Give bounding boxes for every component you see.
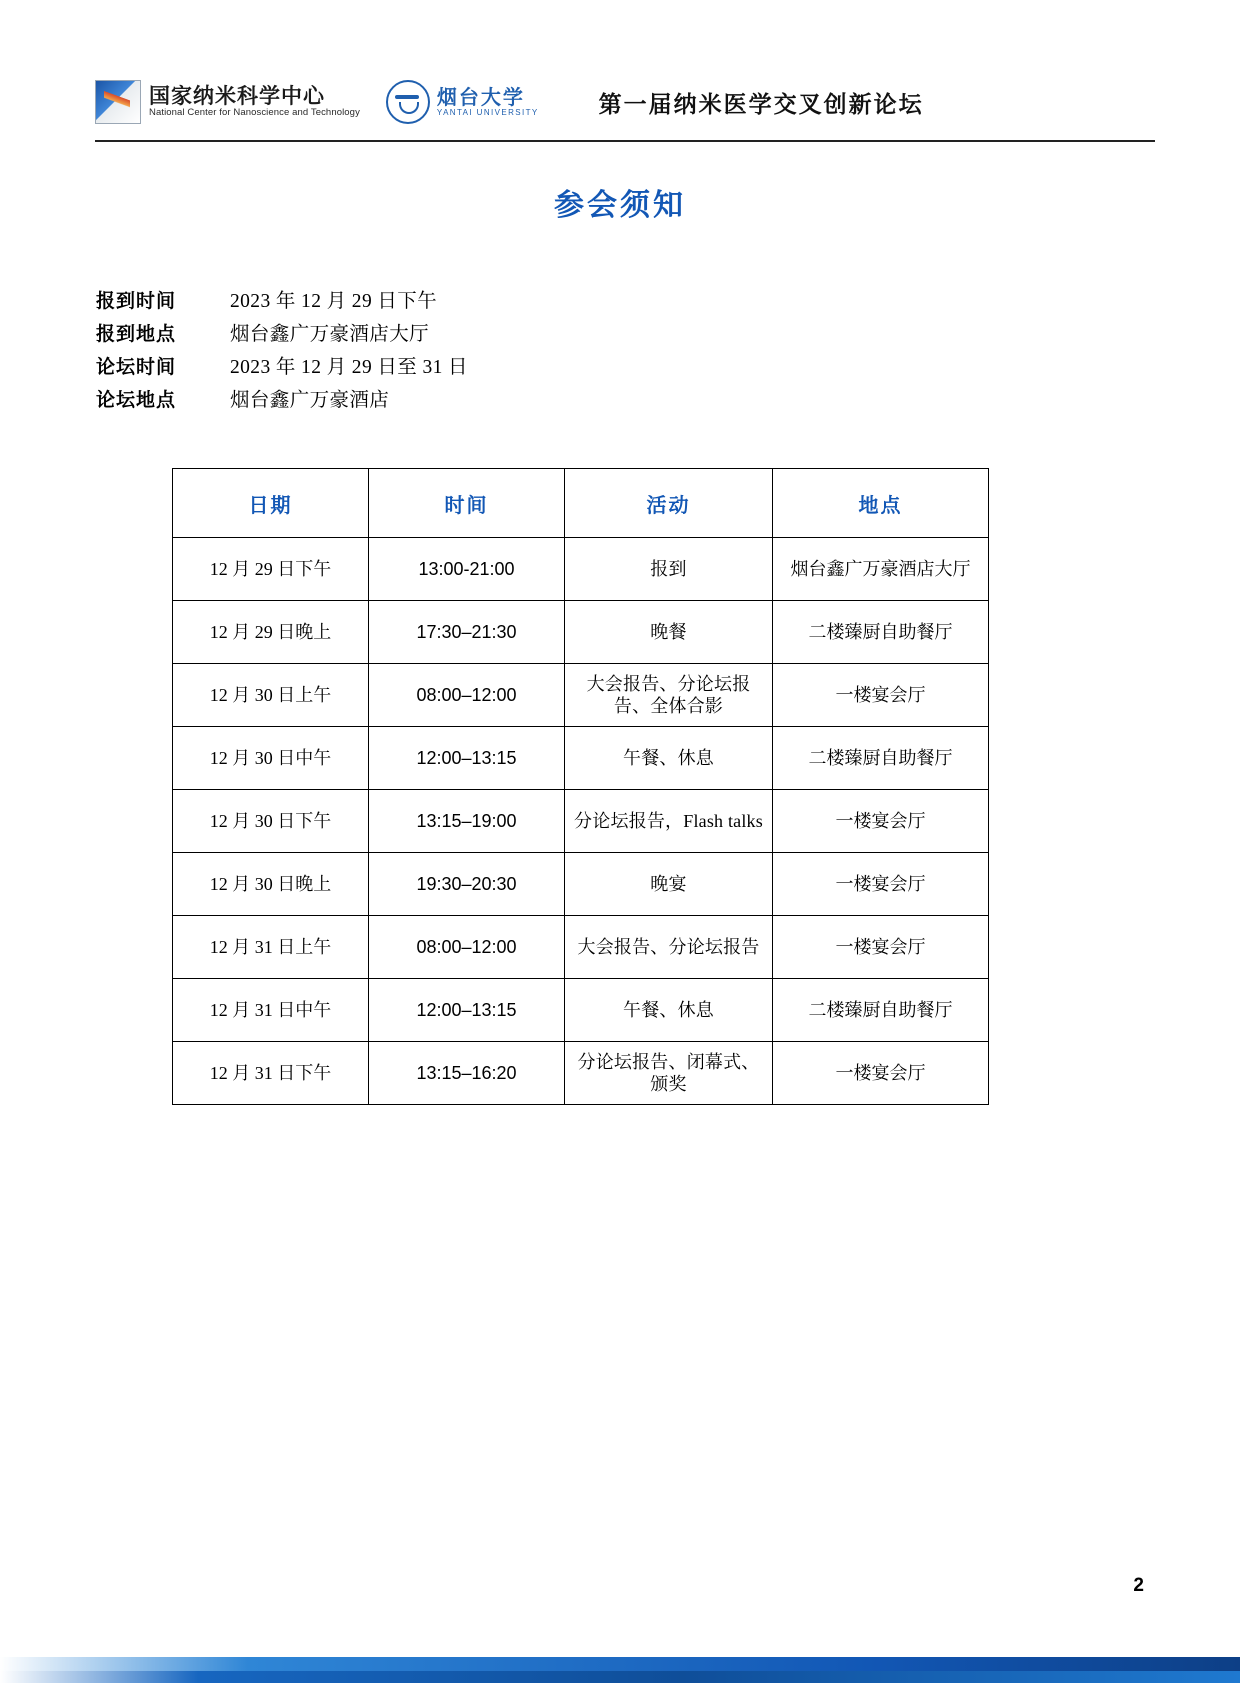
table-row	[173, 601, 989, 664]
info-label-forum-place: 论坛地点	[96, 390, 177, 411]
table-row	[173, 853, 989, 916]
cell-location: 二楼臻厨自助餐厅	[773, 727, 989, 790]
cell-date: 12 月 30 日下午	[173, 790, 369, 853]
cell-date: 12 月 30 日上午	[173, 664, 369, 727]
cell-activity: 报到	[565, 538, 773, 601]
cell-activity: 午餐、休息	[565, 979, 773, 1042]
table-header-time: 时间	[369, 469, 565, 538]
cell-location: 二楼臻厨自助餐厅	[773, 979, 989, 1042]
cell-date: 12 月 29 日晚上	[173, 601, 369, 664]
cell-activity: 分论坛报告，Flash talks	[565, 790, 773, 853]
table-header-activity: 活动	[565, 469, 773, 538]
info-label-forum-time: 论坛时间	[96, 357, 177, 378]
cell-location: 一楼宴会厅	[773, 790, 989, 853]
cell-activity: 晚宴	[565, 853, 773, 916]
cell-time: 13:00-21:00	[369, 538, 565, 601]
cell-time: 08:00–12:00	[369, 664, 565, 727]
yantai-university-logo-icon	[386, 80, 430, 124]
cell-location: 一楼宴会厅	[773, 853, 989, 916]
info-label-registration-time: 报到时间	[96, 291, 177, 312]
cell-time: 12:00–13:15	[369, 727, 565, 790]
info-value-registration-time: 2023 年 12 月 29 日下午	[230, 291, 438, 312]
footer-decorative-bar-inner	[0, 1657, 1240, 1671]
table-row	[173, 1042, 989, 1105]
table-row	[173, 916, 989, 979]
cell-activity: 大会报告、分论坛报告、全体合影	[565, 664, 773, 727]
schedule-table-wrapper	[172, 468, 988, 1105]
nanoscience-center-logo-en: National Center for Nanoscience and Technology	[149, 107, 360, 119]
table-header-location: 地点	[773, 469, 989, 538]
page-title: 参会须知	[554, 189, 686, 222]
yantai-university-logo-en: YANTAI UNIVERSITY	[436, 107, 539, 117]
cell-date: 12 月 30 日晚上	[173, 853, 369, 916]
cell-location: 一楼宴会厅	[773, 916, 989, 979]
cell-date: 12 月 31 日下午	[173, 1042, 369, 1105]
table-header-row	[173, 469, 989, 538]
cell-date: 12 月 31 日中午	[173, 979, 369, 1042]
cell-time: 19:30–20:30	[369, 853, 565, 916]
info-value-registration-place: 烟台鑫广万豪酒店大厅	[230, 324, 430, 345]
info-value-forum-time: 2023 年 12 月 29 日至 31 日	[230, 357, 468, 378]
footer-decorative-bar	[0, 1657, 1240, 1683]
schedule-table	[172, 468, 989, 1105]
nanoscience-center-logo-cn: 国家纳米科学中心	[149, 84, 325, 108]
cell-location: 烟台鑫广万豪酒店大厅	[773, 538, 989, 601]
page-header	[95, 70, 1155, 142]
registration-info-block	[96, 285, 796, 417]
nanoscience-center-logo	[95, 80, 360, 124]
table-row	[173, 727, 989, 790]
yantai-university-logo-cn: 烟台大学	[436, 86, 525, 109]
cell-date: 12 月 30 日中午	[173, 727, 369, 790]
info-row	[96, 285, 796, 318]
page-number: 2	[1133, 1575, 1144, 1596]
cell-activity: 大会报告、分论坛报告	[565, 916, 773, 979]
cell-time: 12:00–13:15	[369, 979, 565, 1042]
cell-activity: 分论坛报告、闭幕式、颁奖	[565, 1042, 773, 1105]
nanoscience-center-logo-icon	[95, 80, 141, 124]
cell-time: 17:30–21:30	[369, 601, 565, 664]
info-row	[96, 351, 796, 384]
cell-date: 12 月 31 日上午	[173, 916, 369, 979]
info-label-registration-place: 报到地点	[96, 324, 177, 345]
table-row	[173, 664, 989, 727]
cell-location: 一楼宴会厅	[773, 1042, 989, 1105]
cell-time: 08:00–12:00	[369, 916, 565, 979]
cell-location: 一楼宴会厅	[773, 664, 989, 727]
header-forum-title: 第一届纳米医学交叉创新论坛	[598, 91, 924, 117]
cell-location: 二楼臻厨自助餐厅	[773, 601, 989, 664]
yantai-university-logo	[386, 80, 539, 124]
table-header-date: 日期	[173, 469, 369, 538]
table-row	[173, 538, 989, 601]
cell-activity: 午餐、休息	[565, 727, 773, 790]
cell-time: 13:15–19:00	[369, 790, 565, 853]
cell-date: 12 月 29 日下午	[173, 538, 369, 601]
header-divider	[95, 140, 1155, 142]
info-value-forum-place: 烟台鑫广万豪酒店	[230, 390, 390, 411]
cell-activity: 晚餐	[565, 601, 773, 664]
info-row	[96, 318, 796, 351]
table-row	[173, 979, 989, 1042]
table-row	[173, 790, 989, 853]
cell-time: 13:15–16:20	[369, 1042, 565, 1105]
info-row	[96, 384, 796, 417]
